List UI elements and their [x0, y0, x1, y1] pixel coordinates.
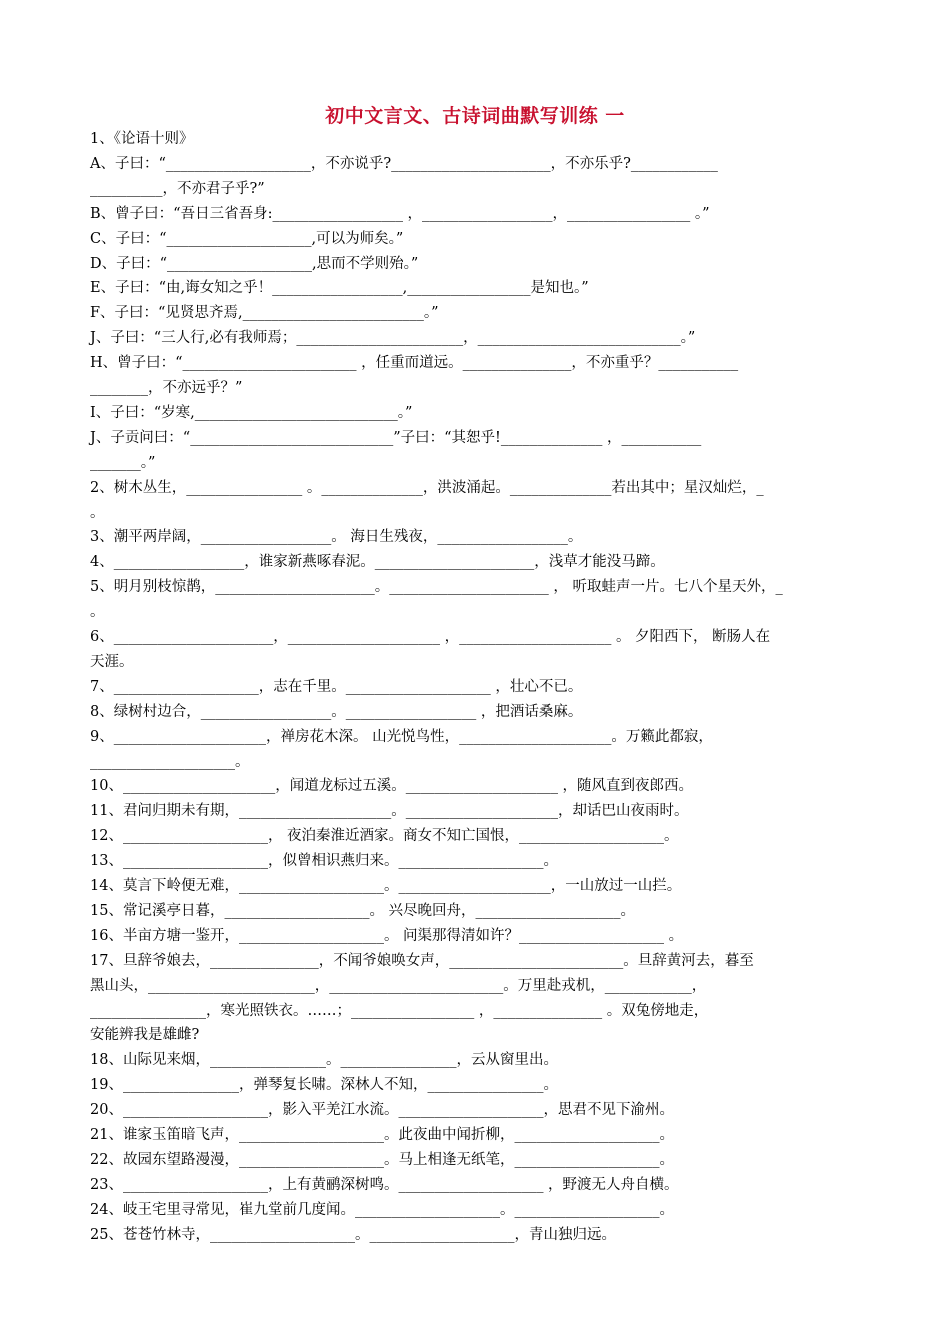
- exercise-line: 8、绿树村边合，__________________。__________________ ，把酒话桑麻。: [90, 703, 583, 720]
- exercise-line: 11、君问归期未有期，_____________________。_____________________，却话巴山夜雨时。: [90, 803, 689, 820]
- exercise-line: 14、莫言下岭便无难，____________________。_____________________，一山放过一山拦。: [90, 878, 682, 894]
- exercise-line: J、子贡问曰：“____________________________”子曰：“其恕乎!______________ ，___________: [90, 429, 702, 446]
- exercise-line: 20、____________________，影入平羌江水流。____________________，思君不见下渝州。: [90, 1102, 674, 1119]
- exercise-line: J、子曰：“三人行,必有我师焉；_______________________，____________________________。”: [90, 330, 696, 347]
- exercise-line: 18、山际见来烟，________________。________________，云从窗里出。: [90, 1052, 558, 1069]
- exercise-line: I、子曰：“岁寒,____________________________。”: [90, 404, 413, 421]
- exercise-line: H、曾子曰：“________________________ ，任重而道远。_______________，不亦重乎？___________: [90, 355, 739, 372]
- exercise-line: 5、明月别枝惊鹊，______________________。______________________ ， 听取蛙声一片。七八个星天外，_: [90, 579, 783, 596]
- exercise-line: 。: [90, 604, 105, 621]
- exercise-line: 24、岐王宅里寻常见，崔九堂前几度闻。____________________。____________________。: [90, 1201, 674, 1218]
- exercise-line: 3、潮平两岸阔，__________________。 海日生残夜，__________________。: [90, 529, 583, 546]
- exercise-line: 21、谁家玉笛暗飞声，____________________。此夜曲中闻折柳，____________________。: [90, 1127, 674, 1143]
- exercise-line: ________，不亦远乎？”: [90, 380, 243, 396]
- exercise-line: __________，不亦君子乎?”: [90, 180, 265, 197]
- exercise-line: 4、__________________，谁家新燕啄春泥。______________________，浅草才能没马蹄。: [90, 554, 665, 571]
- exercise-line: 天涯。: [90, 653, 134, 670]
- exercise-line: 2、树木丛生，________________ 。______________，洪波涌起。______________若出其中；星汉灿烂，_: [90, 479, 764, 496]
- exercise-line: 10、_____________________，闻道龙标过五溪。_____________________ ，随风直到夜郎西。: [90, 778, 694, 795]
- page-title: 初中文言文、古诗词曲默写训练 一: [325, 105, 625, 127]
- exercise-line: 13、____________________，似曾相识燕归来。____________________。: [90, 853, 558, 870]
- exercise-line: E、子曰：“由,诲女知之乎！__________________,_________________是知也。”: [90, 280, 589, 297]
- exercise-line: ____________________。: [90, 753, 250, 770]
- exercise-line: 17、旦辞爷娘去，_______________，不闻爷娘唤女声，________________________。旦辞黄河去，暮至: [90, 952, 754, 969]
- exercise-line: F、子曰：“见贤思齐焉,_________________________。”: [90, 305, 439, 322]
- exercise-line: 16、半亩方塘一鉴开，____________________。 问渠那得清如许？____________________ 。: [90, 927, 684, 944]
- exercise-line: 。: [90, 504, 105, 521]
- exercise-line: 黑山头，_______________________，________________________。万里赴戎机，____________，: [90, 977, 707, 994]
- exercise-line: 6、______________________，_____________________ ，_____________________ 。 夕阳西下， 断肠人在: [90, 629, 771, 645]
- exercise-line: 安能辨我是雄雌?: [90, 1027, 200, 1044]
- exercise-line: A、子曰：“____________________，不亦说乎?______________________，不亦乐乎?____________: [90, 155, 718, 172]
- exercise-line: 25、苍苍竹林寺，____________________。____________________，青山独归远。: [90, 1226, 616, 1243]
- exercise-line: 7、____________________，志在千里。____________________ ，壮心不已。: [90, 678, 583, 695]
- exercise-line: 9、_____________________，禅房花木深。 山光悦鸟性，_____________________。万籁此都寂，: [90, 728, 713, 745]
- exercise-line: 23、____________________，上有黄鹂深树鸣。____________________ ，野渡无人舟自横。: [90, 1176, 679, 1193]
- exercise-line: C、子曰：“____________________,可以为师矣。”: [90, 230, 404, 247]
- exercise-line: 12、____________________， 夜泊秦淮近酒家。商女不知亡国恨，____________________。: [90, 828, 679, 845]
- exercise-line: B、曾子曰：“吾日三省吾身:__________________ ，__________________，_________________ 。”: [90, 205, 710, 222]
- exercise-line: 15、常记溪亭日暮，____________________。 兴尽晚回舟，____________________。: [90, 902, 636, 919]
- exercise-line: D、子曰：“____________________,思而不学则殆。”: [90, 255, 419, 272]
- exercise-line: ________________，寒光照铁衣。……；_________________ ，_______________ 。双兔傍地走，: [90, 1002, 709, 1019]
- exercise-line: 19、________________，弹琴复长啸。深林人不知，________________。: [90, 1077, 558, 1094]
- exercise-line: _______。”: [90, 454, 156, 471]
- exercise-line: 22、故园东望路漫漫，____________________。马上相逢无纸笔，____________________。: [90, 1151, 674, 1168]
- exercise-line: 1、《论语十则》: [90, 131, 194, 147]
